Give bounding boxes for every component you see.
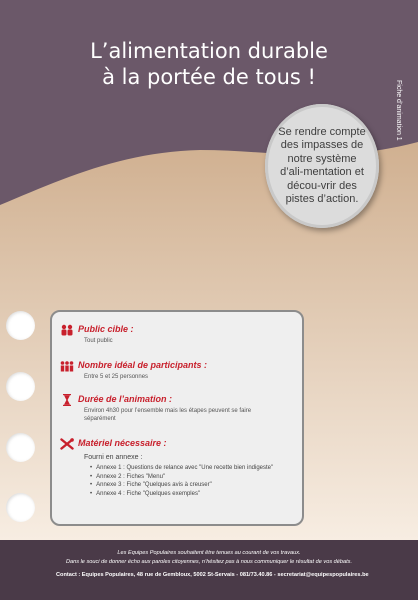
- materiel-title: Matériel nécessaire :: [78, 438, 167, 448]
- duree-text-line-2: séparément: [84, 416, 116, 422]
- binder-hole: [6, 493, 35, 522]
- footer-contact: Contact : Equipes Populaires, 48 rue de Gembloux, 5002 St-Servais - 081/73.40.86 - secretariat@equipespopulaires.be: [56, 572, 369, 578]
- annex-item: • Annexe 1 : Questions de relance avec "Une recette bien indigeste": [90, 464, 273, 473]
- annex-list: [90, 464, 273, 498]
- objective-bubble: [265, 104, 379, 228]
- binder-hole: [6, 372, 35, 401]
- annex-item: • Annexe 3 : Fiche "Quelques avis à creuser": [90, 481, 273, 490]
- side-label: Fiche d’animation 1: [395, 80, 402, 141]
- annex-item: • Annexe 4 : Fiche "Quelques exemples": [90, 490, 273, 499]
- binder-hole: [6, 433, 35, 462]
- title-line-1: L’alimentation durable: [90, 39, 328, 63]
- public-text: Tout public: [84, 338, 113, 344]
- duree-title: Durée de l’animation :: [78, 394, 173, 404]
- objective-text: Se rendre compte des impasses de notre système d’ali-mentation et décou-vrir des pistes d’action.: [278, 125, 366, 205]
- materiel-intro: Fourni en annexe :: [84, 454, 143, 461]
- participants-text: Entre 5 et 25 personnes: [84, 374, 149, 380]
- people-icon: [60, 324, 74, 336]
- materiel-list: [84, 454, 273, 498]
- group-icon: [60, 360, 74, 372]
- participants-title: Nombre idéal de participants :: [78, 360, 208, 370]
- page-title: [0, 38, 418, 90]
- binder-hole: [6, 311, 35, 340]
- footer: [0, 540, 418, 600]
- footer-line-2: Dans le souci de donner écho aux paroles citoyennes, n’hésitez pas à nous communiquer le résultat de vos débats.: [65, 559, 353, 565]
- tools-icon: [60, 438, 74, 450]
- hourglass-icon: [60, 394, 74, 406]
- annex-item: • Annexe 2 : Fiches "Menu": [90, 473, 273, 482]
- public-title: Public cible :: [78, 324, 134, 334]
- footer-line-1: Les Equipes Populaires souhaitent être tenues au courant de vos travaux.: [117, 550, 301, 556]
- info-card: [50, 310, 304, 526]
- duree-text-line-1: Environ 4h30 pour l’ensemble mais les étapes peuvent se faire: [84, 408, 252, 414]
- title-line-2: à la portée de tous !: [102, 65, 316, 89]
